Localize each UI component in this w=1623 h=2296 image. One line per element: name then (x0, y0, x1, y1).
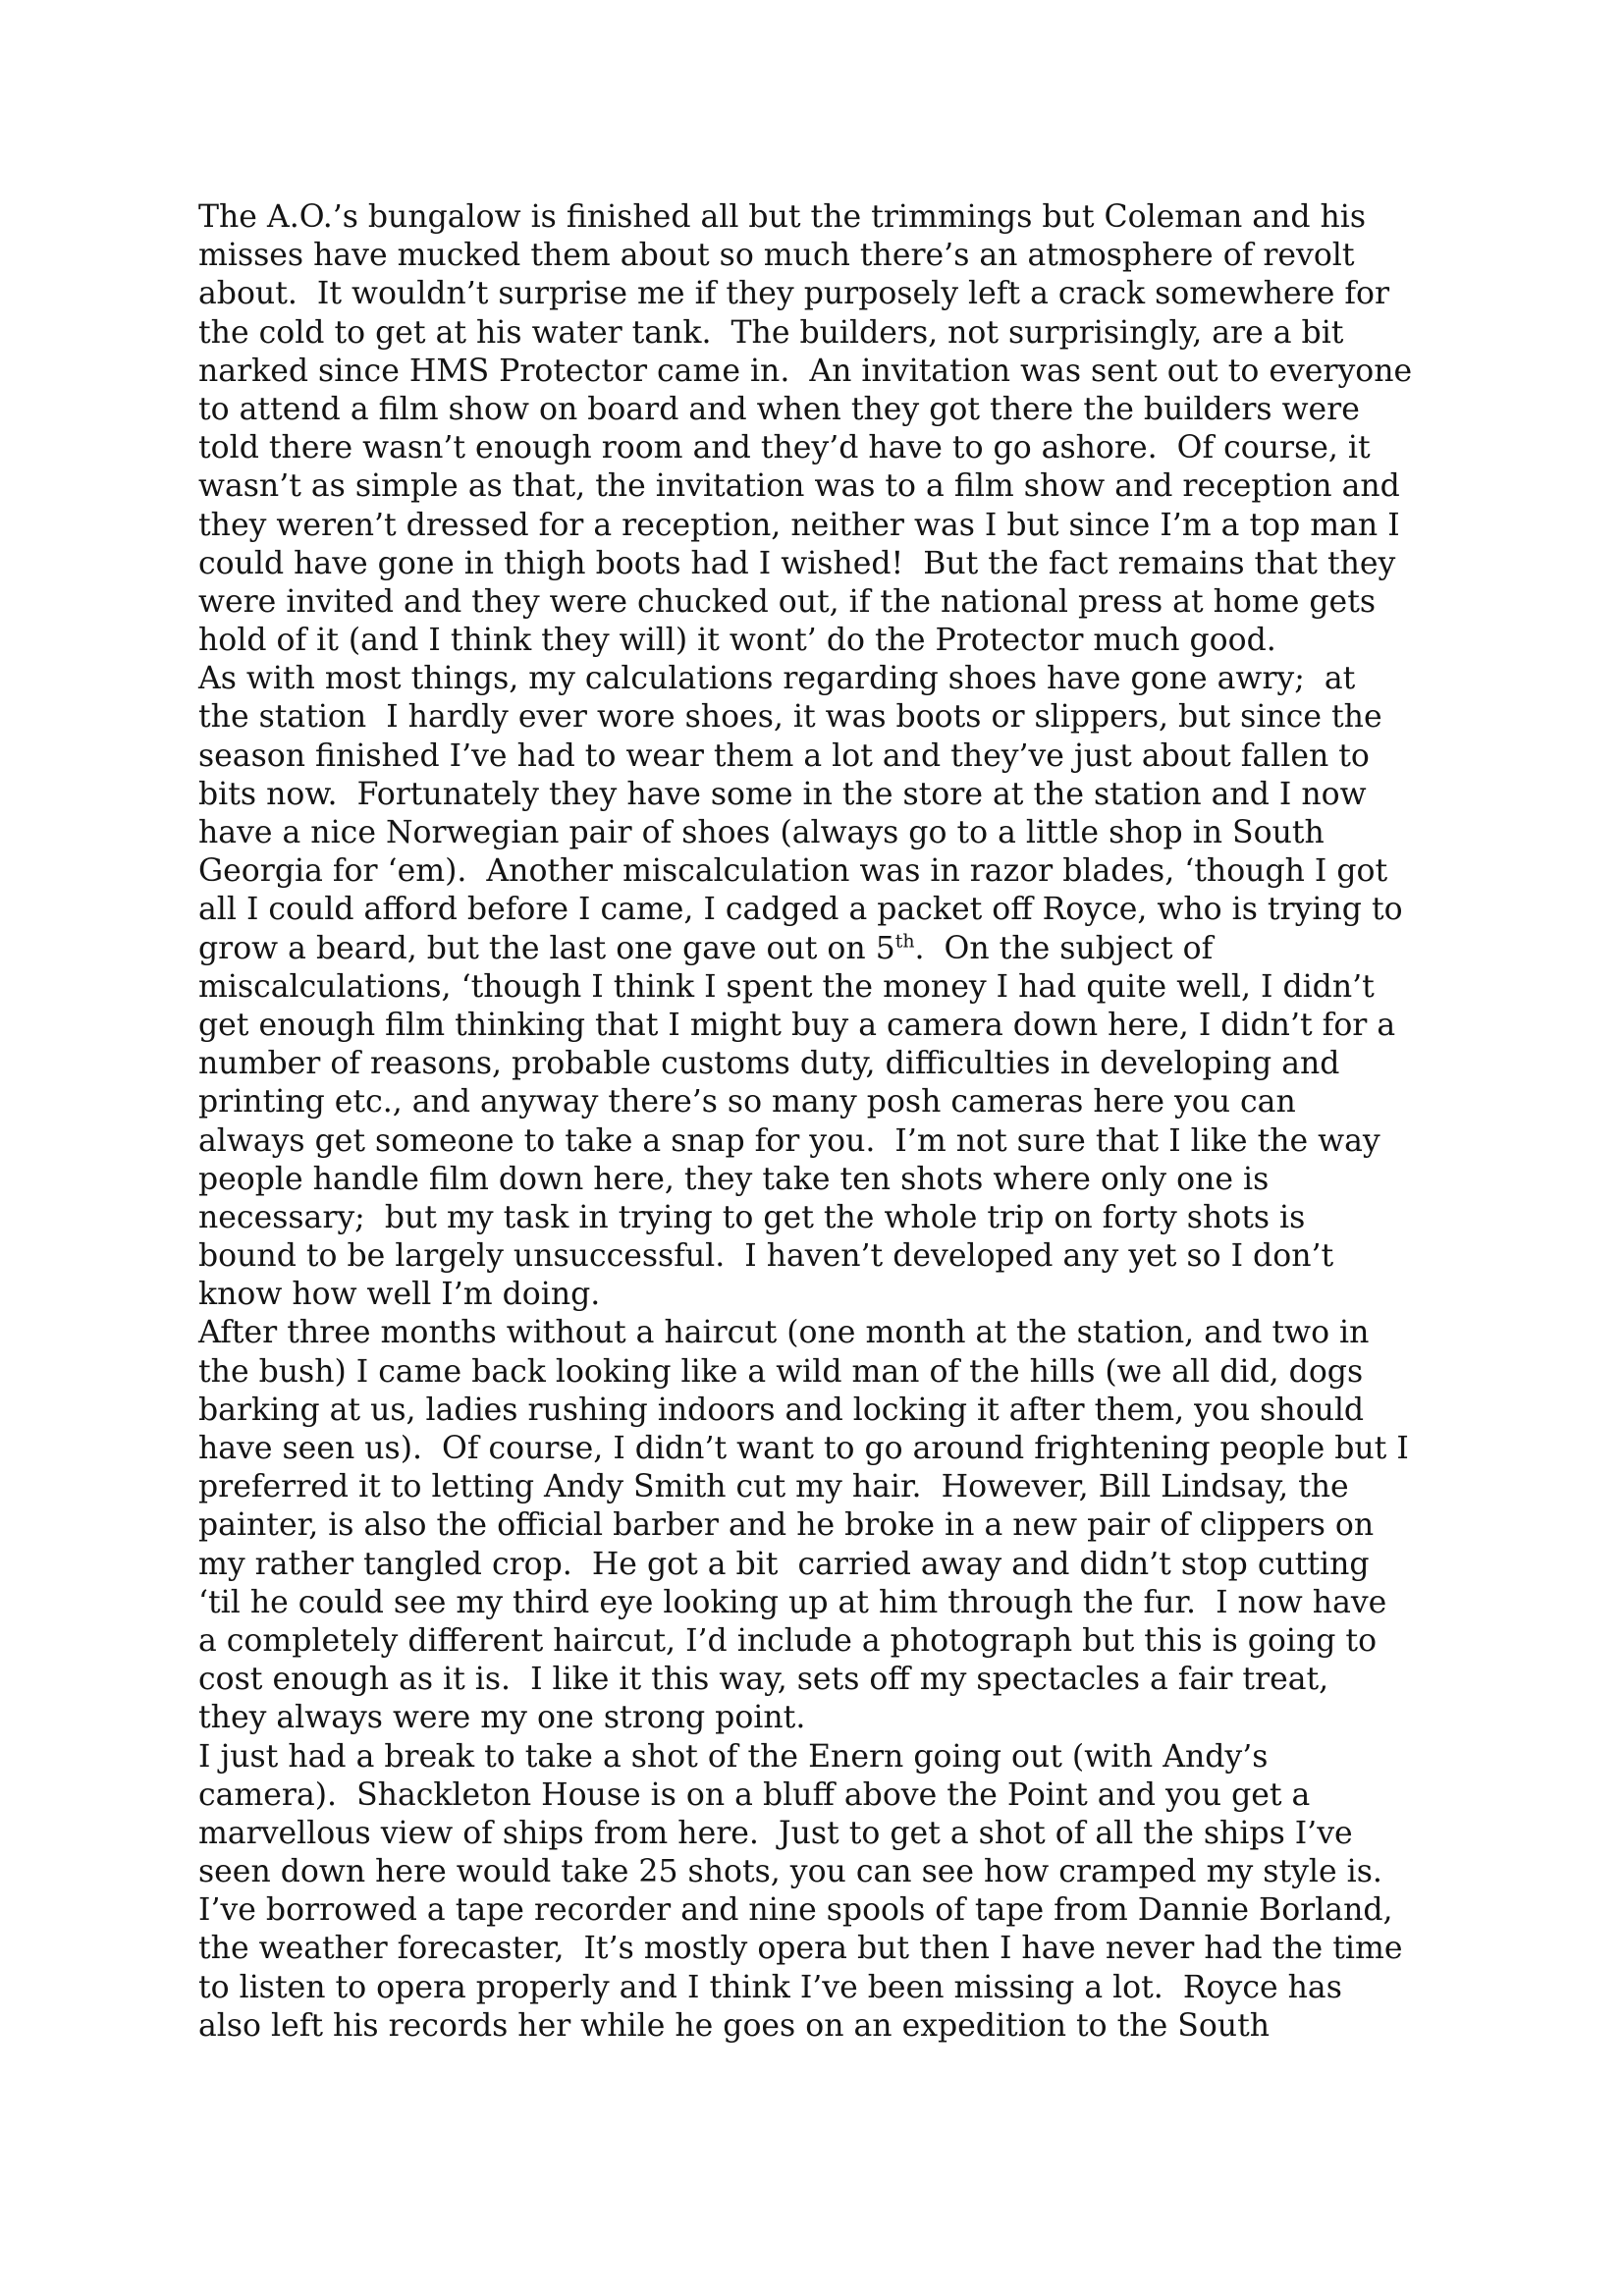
text-line-41: I just had a break to take a shot of the Enern going out (with Andy’s (198, 1738, 1269, 1775)
text-line-3: about. It wouldn’t surprise me if they purposely left a crack somewhere for (198, 276, 1390, 312)
text-line-18: Georgia for ‘em). Another miscalculation was in razor blades, ‘though I got (198, 853, 1388, 890)
text-line-40: they always were my one strong point. (198, 1700, 806, 1736)
text-line-15: season finished I’ve had to wear them a lot and they’ve just about fallen to (198, 738, 1370, 774)
text-line-38: a completely different haircut, I’d include a photograph but this is going to (198, 1622, 1378, 1659)
text-line-33: have seen us). Of course, I didn’t want to go around frightening people but I (198, 1431, 1409, 1466)
text-line-17: have a nice Norwegian pair of shoes (always go to a little shop in South (198, 815, 1325, 850)
text-line-31: the bush) I came back looking like a wild man of the hills (we all did, dogs (198, 1353, 1364, 1390)
text-line-36: my rather tangled crop. He got a bit carried away and didn’t stop cutting (198, 1546, 1370, 1582)
text-line-29: know how well I’m doing. (198, 1277, 601, 1313)
text-line-45: I’ve borrowed a tape recorder and nine spools of tape from Dannie Borland, (198, 1892, 1393, 1929)
text-line-25: always get someone to take a snap for you. I’m not sure that I like the way (198, 1122, 1380, 1159)
text-line-43: marvellous view of ships from here. Just to get a shot of all the ships I’ve (198, 1815, 1353, 1851)
text-line-39: cost enough as it is. I like it this way, sets off my spectacles a fair treat, (198, 1662, 1329, 1698)
text-line-24: printing etc., and anyway there’s so many posh cameras here you can (198, 1084, 1296, 1121)
text-line-44: seen down here would take 25 shots, you can see how cramped my style is. (198, 1854, 1382, 1890)
ordinal-suffix: th (894, 930, 915, 953)
letter-body (198, 198, 1465, 2046)
text-line-19: all I could afford before I came, I cadged a packet off Royce, who is trying to (198, 892, 1403, 928)
text-line-6: to attend a film show on board and when they got there the builders were (198, 391, 1360, 427)
text-line-4: the cold to get at his water tank. The builders, not surprisingly, are a bit (198, 314, 1344, 351)
text-line-32: barking at us, ladies rushing indoors and locking it after them, you should (198, 1392, 1365, 1428)
text-line-48: also left his records her while he goes on an expedition to the South (198, 2007, 1271, 2044)
text-line-11: were invited and they were chucked out, if the national press at home gets (198, 583, 1377, 620)
text-line-35: painter, is also the official barber and he broke in a new pair of clippers on (198, 1507, 1375, 1544)
text-line-10: could have gone in thigh boots had I wished! But the fact remains that they (198, 545, 1396, 581)
text-line-20 (198, 930, 1465, 968)
text-line-9: they weren’t dressed for a reception, neither was I but since I’m a top man I (198, 507, 1400, 543)
text-line-28: bound to be largely unsuccessful. I haven’t developed any yet so I don’t (198, 1238, 1334, 1275)
text-line-34: preferred it to letting Andy Smith cut my hair. However, Bill Lindsay, the (198, 1469, 1349, 1505)
text-line-26: people handle film down here, they take ten shots where only one is (198, 1161, 1270, 1197)
text-line-20-main: grow a beard, but the last one gave out on 5 (198, 930, 895, 966)
text-line-21: miscalculations, ‘though I think I spent the money I had quite well, I didn’t (198, 968, 1375, 1005)
text-line-20-tail: . On the subject of (914, 930, 1214, 966)
text-line-14: the station I hardly ever wore shoes, it was boots or slippers, but since the (198, 699, 1382, 736)
text-line-27: necessary; but my task in trying to get the whole trip on forty shots is (198, 1199, 1306, 1235)
text-line-23: number of reasons, probable customs duty, difficulties in developing and (198, 1046, 1340, 1082)
text-line-22: get enough film thinking that I might buy a camera down here, I didn’t for a (198, 1007, 1396, 1043)
text-line-42: camera). Shackleton House is on a bluff above the Point and you get a (198, 1777, 1311, 1813)
text-line-8: wasn’t as simple as that, the invitation was to a film show and reception and (198, 468, 1400, 505)
text-line-1: The A.O.’s bungalow is finished all but the trimmings but Coleman and his (198, 199, 1367, 235)
text-line-5: narked since HMS Protector came in. An invitation was sent out to everyone (198, 353, 1413, 389)
text-line-47: to listen to opera properly and I think I’ve been missing a lot. Royce has (198, 1969, 1342, 2005)
text-line-13: As with most things, my calculations regarding shoes have gone awry; at (198, 661, 1356, 697)
text-line-37: ‘til he could see my third eye looking up at him through the fur. I now have (198, 1584, 1387, 1620)
text-line-12: hold of it (and I think they will) it wont’ do the Protector much good. (198, 623, 1276, 659)
text-line-7: told there wasn’t enough room and they’d have to go ashore. Of course, it (198, 430, 1371, 466)
text-line-30: After three months without a haircut (one month at the station, and two in (198, 1315, 1370, 1351)
text-line-16: bits now. Fortunately they have some in the store at the station and I now (198, 776, 1367, 812)
text-line-2: misses have mucked them about so much there’s an atmosphere of revolt (198, 238, 1355, 274)
text-line-46: the weather forecaster, It’s mostly opera but then I have never had the time (198, 1931, 1403, 1967)
